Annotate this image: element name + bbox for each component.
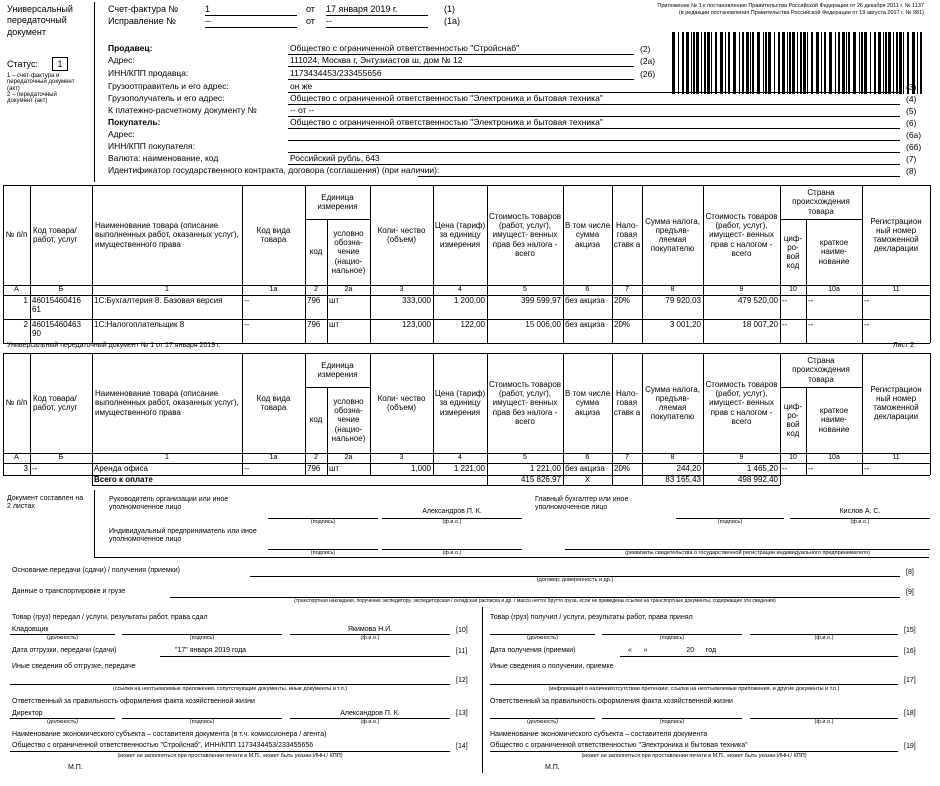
table-rule	[3, 185, 4, 343]
table-data-cell: 18 007,20	[742, 320, 778, 329]
table-rule	[433, 185, 434, 343]
table-data-cell: --	[808, 320, 814, 329]
table-rule	[370, 353, 371, 475]
table-data-cell: 333,000	[402, 296, 431, 305]
req-code: (6б)	[906, 142, 922, 152]
table-rule	[862, 185, 863, 343]
table-rule	[370, 185, 371, 343]
table-rule	[806, 387, 807, 475]
table-header-cell: Цена (тариф) за единицу измерения	[434, 221, 486, 249]
table-data-cell: --	[808, 296, 814, 305]
sign-divider	[94, 490, 95, 558]
table-data-cell: --	[808, 464, 814, 473]
req-code: (5)	[906, 106, 917, 116]
req-code: (6)	[906, 118, 917, 128]
table-rule	[703, 353, 704, 485]
table-rule	[92, 353, 93, 485]
r-recv-sign-cap: (подпись)	[659, 635, 685, 641]
table-header-cell: код	[309, 415, 323, 425]
table-header-cell: № п/п	[5, 398, 28, 408]
table-data-cell: без акциза	[565, 296, 605, 305]
table-rule	[92, 185, 93, 343]
r-other-label: Иные сведения о получении, приемке	[490, 663, 614, 670]
l-resp-label: Ответственный за правильность оформления факта хозяйственной жизни	[12, 698, 255, 705]
head-sign-cap: (подпись)	[310, 519, 336, 525]
table-header-cell: Стоимость товаров (работ, услуг), имущест- венных прав без налога - всего	[488, 380, 562, 426]
r-other-line	[490, 684, 898, 685]
r-econ-label: Наименование экономического субъекта – составителя документа	[490, 731, 708, 738]
table-index-cell: А	[14, 285, 19, 293]
table-rule	[3, 319, 930, 320]
table-index-cell: 6	[585, 285, 590, 293]
table-data-cell: 20%	[614, 464, 631, 473]
table-rule	[612, 185, 613, 343]
table-rule	[780, 185, 781, 343]
table-rule	[242, 353, 243, 475]
l-other-cap: (ссылки на неотъемлемые приложения, сопутствующие документы, иные документы и т.п.)	[112, 686, 348, 692]
req-value	[288, 142, 900, 153]
table-data-cell: --	[864, 464, 870, 473]
l-econ-value: Общество с ограниченной ответственностью "Стройснаб", ИНН/КПП 1173434453/233455656	[12, 742, 314, 749]
r-econ-cap: (может не заполняться при проставлении печати в М.П., может быть указан ИНН / КПП)	[581, 753, 807, 759]
bottom-divider	[482, 607, 483, 773]
r-resp-pos-cap: (должность)	[527, 719, 558, 725]
head-label: Руководитель организации или иное уполномоченное лицо	[109, 496, 229, 512]
table-index-cell: 5	[523, 453, 527, 461]
r-other-cap: (информация о наличии/отсутствии претензии; ссылки на неотъемлемые приложения, и другие документы и т.п.)	[548, 686, 840, 692]
table-data-cell: 3	[23, 464, 28, 473]
l-pass-pos-cap: (должность)	[47, 635, 78, 641]
table-data-cell: 46015460463 90	[32, 320, 81, 339]
r-mp: М.П.	[545, 764, 560, 771]
r-econ-line	[490, 751, 898, 752]
table-data-cell: 1 221,00	[453, 464, 485, 473]
table-data-cell: 2	[23, 320, 28, 329]
table-rule	[327, 219, 328, 343]
table-data-cell: 3 001,20	[669, 320, 701, 329]
table-header-cell: Единица измерения	[317, 360, 358, 379]
l-econ-label: Наименование экономического субъекта – составителя документа (в т.ч. комиссионера / агента)	[12, 731, 327, 738]
l-resp-name-cap: (ф.и.о.)	[360, 719, 380, 725]
table-data-cell: --	[32, 464, 38, 473]
l-date-line	[160, 656, 450, 657]
table-header-cell: Страна происхождения товара	[792, 188, 850, 216]
table-index-cell: Б	[58, 453, 64, 461]
table-rule	[30, 185, 31, 343]
table-data-cell: 1 200,00	[453, 296, 485, 305]
osn-label: Основание передачи (сдачи) / получения (приемки)	[12, 567, 180, 574]
table-index-cell: А	[14, 453, 19, 461]
fix-ot: от	[306, 16, 315, 26]
table-header-cell: Наименование товара (описание выполненных работ, оказанных услуг), имущественного права	[95, 221, 239, 249]
table-index-cell: 4	[458, 453, 462, 461]
table-data-cell: 479 520,00	[737, 296, 778, 305]
table-index-cell: 3	[399, 453, 404, 461]
table-index-cell: 11	[892, 285, 900, 293]
l-econ-line	[10, 751, 450, 752]
fix-date: --	[326, 17, 428, 28]
chief-name: Кислов А. С.	[839, 508, 881, 515]
head-name-cap: (ф.и.о.)	[442, 519, 462, 525]
table-rule	[3, 453, 930, 454]
table-header-cell: Код товара/ работ, услуг	[33, 225, 78, 244]
total-excise: Х	[584, 475, 591, 485]
table-rule	[3, 353, 4, 475]
table-rule	[305, 219, 370, 220]
table-header-cell: краткое наиме- нование	[818, 406, 850, 434]
table-data-cell: 1 465,20	[746, 464, 778, 473]
table-index-cell: 9	[739, 453, 744, 461]
chief-sign-cap: (подпись)	[717, 519, 743, 525]
table-header-cell: Стоимость товаров (работ, услуг), имущест- венных прав с налогом - всего	[705, 380, 778, 426]
req-label: ИНН/КПП продавца:	[108, 68, 189, 78]
chief-name-cap: (ф.и.о.)	[850, 519, 870, 525]
table-index-cell: 9	[739, 285, 744, 293]
table-index-cell: 7	[625, 453, 629, 461]
req-label: Адрес:	[108, 55, 135, 65]
doc-title: Универсальный передаточный документ	[7, 4, 73, 37]
req-label: Грузоотправитель и его адрес:	[108, 81, 229, 91]
table-data-cell: 79 920,03	[665, 296, 701, 305]
table-header-cell: циф- ро- вой код	[783, 233, 803, 271]
head-name: Александров П. К.	[422, 508, 482, 515]
status-value: 1	[52, 57, 68, 71]
table-header-cell: Регистрацион ный номер таможенной декларации	[870, 384, 922, 422]
r-code19: [19]	[904, 743, 916, 750]
table-data-cell: --	[244, 464, 250, 473]
table-index-cell: 10	[789, 453, 797, 461]
req-label: Грузополучатель и его адрес:	[108, 93, 225, 103]
table-data-cell: --	[782, 296, 788, 305]
sf-number: 1	[205, 5, 297, 16]
req-value	[418, 166, 900, 177]
barcode-bar	[917, 32, 918, 94]
r-code16: [16]	[904, 648, 916, 655]
r-econ-value: Общество с ограниченной ответственностью "Электроника и бытовая техника"	[490, 742, 748, 749]
req-value: 1173434453/233455656	[288, 69, 634, 80]
table-header-cell: Коли- чество (объем)	[377, 393, 426, 412]
table-rule	[612, 353, 613, 485]
sheet2-label: Лист 2	[893, 342, 915, 349]
r-date-label: Дата получения (приемки)	[490, 647, 576, 654]
l-resp-name: Александров П. К.	[340, 710, 400, 717]
table-index-cell: 11	[892, 453, 900, 461]
table-rule	[487, 185, 488, 343]
table-data-cell: 1	[23, 296, 28, 305]
table-data-cell: 46015460416 61	[32, 296, 81, 315]
status-note: 1 – счет-фактура и передаточный документ (акт) 2 – передаточный документ (акт)	[7, 73, 75, 105]
status-label: Статус:	[7, 59, 38, 69]
table-index-cell: 2	[314, 453, 318, 461]
table-data-cell: Аренда офиса	[94, 464, 148, 473]
r-recv-label: Товар (груз) получил / услуги, результаты работ, права принял	[490, 614, 693, 621]
req-label: К платежно-расчетному документу №	[108, 105, 257, 115]
table-rule	[862, 353, 863, 475]
ip-rekv-cap: (реквизиты свидетельства о государственной регистрации индивидуального предпринимателя)	[625, 550, 870, 556]
req-value: он же	[288, 82, 900, 93]
table-header-cell: Сумма налога, предъяв- ляемая покупателю	[645, 216, 700, 254]
sf-label: Счет-фактура №	[108, 4, 179, 14]
req-value: Общество с ограниченной ответственностью "Электроника и бытовая техника"	[288, 118, 900, 129]
table-header-cell: Стоимость товаров (работ, услуг), имущест- венных прав без налога - всего	[488, 212, 562, 258]
table-data-cell: без акциза	[565, 464, 605, 473]
appendix-note: Приложение № 1 к постановлению Правительства Российской Федерации от 26 декабря 2011 г. № 1137	[657, 3, 924, 9]
table-index-cell: 10а	[828, 453, 840, 461]
table-index-cell: 3	[399, 285, 404, 293]
osn-code: [8]	[906, 569, 914, 576]
table-rule	[703, 185, 704, 343]
table-rule	[487, 353, 488, 485]
r-recv-pos-cap: (должность)	[527, 635, 558, 641]
req-code: (6а)	[906, 130, 922, 140]
table-data-cell: --	[782, 464, 788, 473]
doc-sheets-note: Документ составлен на 2 листах	[7, 495, 84, 511]
l-resp-sign-cap: (подпись)	[189, 719, 215, 725]
r-resp-sign-cap: (подпись)	[659, 719, 685, 725]
table-index-cell: 10а	[828, 285, 840, 293]
barcode-bar	[903, 32, 904, 94]
req-label: Продавец:	[108, 43, 153, 53]
table-rule	[780, 353, 781, 485]
table-data-cell: шт	[329, 464, 340, 473]
req-code: (2а)	[640, 56, 656, 66]
l-pass-pos: Кладовщик	[12, 626, 49, 633]
table-data-cell: 1С:Бухгалтерия 8. Базовая версия	[94, 296, 223, 305]
r-date-line	[620, 656, 898, 657]
table-data-cell: 796	[307, 464, 321, 473]
req-code: (7)	[906, 154, 917, 164]
table-index-cell: Б	[58, 285, 64, 293]
table-index-cell: 4	[458, 285, 462, 293]
table-data-cell: 20%	[614, 320, 631, 329]
l-mp: М.П.	[68, 764, 83, 771]
req-value: Общество с ограниченной ответственностью "Электроника и бытовая техника"	[288, 94, 900, 105]
table-rule	[30, 353, 31, 475]
sheet2-title: Универсальный передаточный документ № 1 от 17 января 2019 г.	[7, 342, 221, 349]
req-code: (8)	[906, 166, 917, 176]
req-value: Российский рубль, 643	[288, 154, 900, 165]
table-header-cell: условно обозна- чение (нацио- нальное)	[331, 397, 366, 443]
l-pass-sign-cap: (подпись)	[189, 635, 215, 641]
table-data-cell: --	[864, 296, 870, 305]
table-rule	[563, 185, 564, 343]
table-header-cell: Нало- говая ставк а	[613, 221, 641, 249]
r-code15: [15]	[904, 627, 916, 634]
req-value: Общество с ограниченной ответственностью "Стройснаб"	[288, 44, 634, 55]
fix-label: Исправление №	[108, 16, 176, 26]
req-code: (2)	[640, 44, 651, 54]
table-rule	[433, 353, 434, 475]
req-label: Валюта: наименование, код	[108, 153, 219, 163]
table-index-cell: 2	[314, 285, 318, 293]
l-code13: [13]	[456, 710, 468, 717]
req-code: (2б)	[640, 69, 656, 79]
table-index-cell: 8	[670, 453, 675, 461]
table-rule	[3, 463, 930, 464]
table-header-cell: Код вида товара	[256, 225, 291, 244]
table-index-cell: 2а	[344, 453, 353, 461]
table-header-cell: Цена (тариф) за единицу измерения	[434, 389, 486, 417]
table-rule	[642, 185, 643, 343]
ip-sign-cap: (подпись)	[310, 550, 336, 556]
l-date-value: "17" января 2019 года	[175, 647, 247, 654]
transp-code: [9]	[906, 589, 914, 596]
table-data-cell: 15 006,00	[525, 320, 561, 329]
table-index-cell: 1а	[269, 285, 278, 293]
table-index-cell: 7	[625, 285, 629, 293]
table-rule	[3, 185, 930, 186]
table-data-cell: шт	[329, 320, 340, 329]
table-header-cell: Наименование товара (описание выполненных работ, оказанных услуг), имущественного права	[95, 389, 239, 417]
l-other-label: Иные сведения об отгрузке, передаче	[12, 663, 136, 670]
ip-label: Индивидуальный предприниматель или иное уполномоченное лицо	[109, 528, 257, 544]
req-label: Идентификатор государственного контракта, договора (соглашения) (при наличии):	[108, 165, 440, 175]
table-index-cell: 1	[165, 285, 169, 293]
table-data-cell: шт	[329, 296, 340, 305]
table-index-cell: 2а	[344, 285, 353, 293]
l-code12: [12]	[456, 677, 468, 684]
sf-date: 17 января 2019 г.	[326, 5, 428, 16]
total-total: 498 992,40	[737, 475, 778, 485]
table-data-cell: --	[864, 320, 870, 329]
table-header-cell: В том числе сумма акциза	[564, 221, 611, 249]
table-index-cell: 6	[585, 453, 590, 461]
table-data-cell: без акциза	[565, 320, 605, 329]
r-code18: [18]	[904, 710, 916, 717]
table-rule	[563, 353, 564, 485]
l-code10: [10]	[456, 627, 468, 634]
total-label: Всего к оплате	[94, 475, 153, 485]
table-header-cell: Стоимость товаров (работ, услуг), имущест- венных прав с налогом - всего	[705, 212, 778, 258]
table-data-cell: 122,00	[460, 320, 485, 329]
l-pass-name: Якимова Н.И.	[347, 626, 393, 633]
sf-code: (1)	[444, 4, 455, 14]
req-label: Адрес:	[108, 129, 135, 139]
osn-cap: (договор; доверенность и др.)	[536, 577, 614, 583]
l-resp-pos: Директор	[12, 710, 43, 717]
table-header-cell: Сумма налога, предъяв- ляемая покупателю	[645, 384, 700, 422]
r-date-value: « » 20 год	[628, 647, 717, 654]
table-header-cell: В том числе сумма акциза	[564, 389, 611, 417]
l-code14: [14]	[456, 743, 468, 750]
table-rule	[305, 185, 306, 343]
table-index-cell: 5	[523, 285, 527, 293]
r-code17: [17]	[904, 677, 916, 684]
r-resp-name-cap: (ф.и.о.)	[814, 719, 834, 725]
table-rule	[3, 285, 930, 286]
table-rule	[930, 185, 931, 343]
table-rule	[92, 485, 780, 486]
table-data-cell: 20%	[614, 296, 631, 305]
table-header-cell: Страна происхождения товара	[792, 356, 850, 384]
fix-number: --	[205, 17, 297, 28]
req-value	[288, 130, 900, 141]
table-rule	[327, 387, 328, 475]
table-header-cell: Регистрацион ный номер таможенной декларации	[870, 216, 922, 254]
req-label: ИНН/КПП покупателя:	[108, 141, 195, 151]
table-rule	[930, 353, 931, 475]
table-data-cell: 1,000	[410, 464, 431, 473]
table-rule	[780, 219, 862, 220]
table-header-cell: № п/п	[5, 230, 28, 240]
table-data-cell: 123,000	[402, 320, 431, 329]
table-rule	[642, 353, 643, 485]
ip-name-cap: (ф.и.о.)	[442, 550, 462, 556]
table-rule	[806, 219, 807, 343]
table-rule	[242, 185, 243, 343]
table-data-cell: --	[244, 296, 250, 305]
table-data-cell: 1 221,00	[529, 464, 561, 473]
table-rule	[780, 387, 862, 388]
table-data-cell: --	[244, 320, 250, 329]
table-header-cell: Коли- чество (объем)	[377, 225, 426, 244]
req-value: -- от --	[288, 106, 900, 117]
chief-label: Главный бухгалтер или иное уполномоченное лицо	[535, 496, 629, 512]
sf-ot: от	[306, 4, 315, 14]
transp-cap: (транспортная накладная, поручение экспедитору, экспедиторская / складская расписка и др. / масса нетто/ брутто груза, если не приведены ссылки на транспортные документы, содержащие эти сведения)	[294, 598, 776, 604]
table-rule	[305, 387, 370, 388]
table-data-cell: 244,20	[676, 464, 701, 473]
table-header-cell: Единица измерения	[317, 192, 358, 211]
table-header-cell: Код товара/ работ, услуг	[33, 393, 78, 412]
table-rule	[3, 295, 930, 296]
table-index-cell: 1а	[269, 453, 278, 461]
l-resp-pos-cap: (должность)	[47, 719, 78, 725]
table-header-cell: Код вида товара	[256, 393, 291, 412]
req-value: 111024, Москва г, Энтузиастов ш, дом № 12	[288, 56, 634, 67]
table-header-cell: условно обозна- чение (нацио- нальное)	[331, 229, 366, 275]
appendix-note-2: (в редакции постановления Правительства Российской Федерации от 19 августа 2017 г. № 981)	[678, 10, 924, 16]
table-index-cell: 1	[165, 453, 169, 461]
l-pass-name-cap: (ф.и.о.)	[360, 635, 380, 641]
table-data-cell: --	[782, 320, 788, 329]
table-rule	[305, 353, 306, 475]
r-resp-label: Ответственный за правильность оформления факта хозяйственной жизни	[490, 698, 733, 705]
table-data-cell: 399 599,97	[520, 296, 561, 305]
fix-code: (1а)	[444, 16, 461, 26]
table-rule	[3, 353, 930, 354]
l-pass-label: Товар (груз) передал / услуги, результаты работ, права сдал	[12, 614, 208, 621]
l-other-line	[10, 684, 450, 685]
r-recv-name-cap: (ф.и.о.)	[814, 635, 834, 641]
table-data-cell: 796	[307, 296, 321, 305]
table-header-cell: краткое наиме- нование	[818, 238, 850, 266]
l-econ-cap: (может не заполняться при проставлении печати в М.П., может быть указан ИНН / КПП)	[117, 753, 343, 759]
table-rule	[3, 475, 930, 476]
req-code: (3)	[906, 82, 917, 92]
sign-bottom-line	[94, 557, 929, 558]
total-tax: 83 165,43	[665, 475, 701, 485]
l-code11: [11]	[456, 648, 468, 655]
table-header-cell: код	[309, 247, 323, 257]
l-date-label: Дата отгрузки, передачи (сдачи)	[12, 647, 117, 654]
transp-label: Данные о транспортировке и грузе	[12, 588, 126, 595]
req-code: (4)	[906, 94, 917, 104]
table-index-cell: 10	[789, 285, 797, 293]
table-data-cell: 1С:Налогоплательщик 8	[94, 320, 185, 329]
table-header-cell: Нало- говая ставк а	[613, 389, 641, 417]
table-data-cell: 796	[307, 320, 321, 329]
table-index-cell: 8	[670, 285, 675, 293]
table-header-cell: циф- ро- вой код	[783, 401, 803, 439]
barcode-bar	[920, 32, 922, 94]
total-cost: 415 826,97	[520, 475, 561, 485]
req-label: Покупатель:	[108, 117, 161, 127]
